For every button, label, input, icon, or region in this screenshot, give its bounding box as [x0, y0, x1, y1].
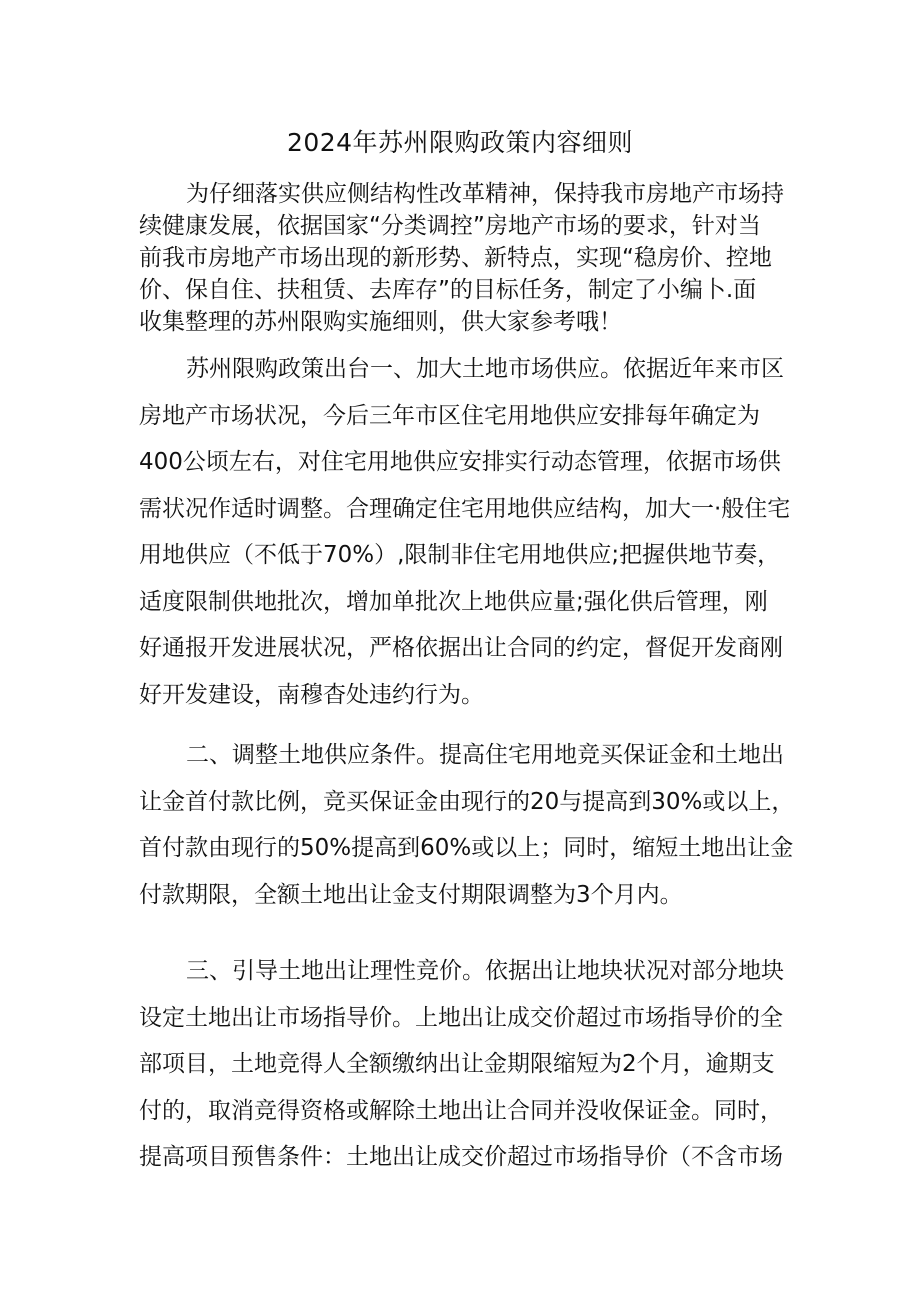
paragraph-line: 提高项目预售条件：土地出让成交价超过市场指导价（不含市场: [139, 1144, 783, 1170]
paragraph-line: 三、引导土地出让理性竞价。依据出让地块状况对部分地块: [186, 958, 784, 984]
paragraph-line: 付款期限，全额土地出让金支付期限调整为3个月内。: [139, 881, 683, 908]
paragraph-line: 续健康发展，依据国家“分类调控”房地产市场的要求，针对当: [139, 213, 761, 239]
paragraph-line: 需状况作适时调整。合理确定住宅用地供应结构，加大一·般住宅: [139, 495, 791, 522]
paragraph-line: 首付款由现行的50%提高到60%或以上；同时，缩短土地出让金: [139, 835, 794, 861]
paragraph-line: 付的，取消竞得资格或解除土地出让合同并没收保证金。同时，: [139, 1097, 783, 1124]
paragraph-line: 房地产市场状况，今后三年市区住宅用地供应安排每年确定为: [139, 402, 760, 429]
paragraph-line: 苏州限购政策出台一、加大土地市场供应。依据近年来市区: [186, 356, 784, 382]
paragraph-line: 用地供应（不低于70%）,限制非住宅用地供应;把握供地节奏，: [139, 542, 781, 568]
paragraph-line: 部项目，土地竞得人全额缴纳出让金期限缩短为2个月，逾期支: [139, 1051, 775, 1077]
paragraph-line: 400公顷左右，对住宅用地供应安排实行动态管理，依据市场供: [139, 449, 781, 475]
paragraph-line: 好通报开发进展状况，严格依据出让合同的约定，督促开发商刚: [139, 635, 783, 661]
paragraph-line: 二、调整土地供应条件。提高住宅用地竞买保证金和土地出: [186, 742, 784, 768]
paragraph-supply-conditions: [139, 732, 795, 918]
paragraph-line: 为仔细落实供应侧结构性改革精神，保持我市房地产市场持: [186, 181, 784, 207]
paragraph-land-supply: [139, 346, 789, 718]
paragraph-rational-bidding: [139, 948, 789, 1181]
paragraph-line: 好开发建设，南穆杳处违约行为。: [139, 681, 484, 708]
paragraph-intro: [139, 178, 789, 338]
paragraph-line: 收集整理的苏州限购实施细则，供大家参考哦！: [139, 309, 622, 335]
paragraph-line: 让金首付款比例，竞买保证金由现行的20与提高到30%或以上，: [139, 788, 795, 815]
document-title: 2024年苏州限购政策内容细则: [286, 128, 634, 157]
paragraph-line: 前我市房地产市场出现的新形势、新特点，实现“稳房价、控地: [139, 245, 772, 271]
paragraph-line: 设定土地出让市场指导价。上地出让成交价超过市场指导价的全: [139, 1004, 783, 1031]
paragraph-line: 适度限制供地批次，增加单批次上地供应量;强化供后管理，刚: [139, 588, 768, 615]
paragraph-line: 价、保自住、扶租赁、去库存”的目标任务，制定了小编卜.面: [139, 277, 757, 303]
